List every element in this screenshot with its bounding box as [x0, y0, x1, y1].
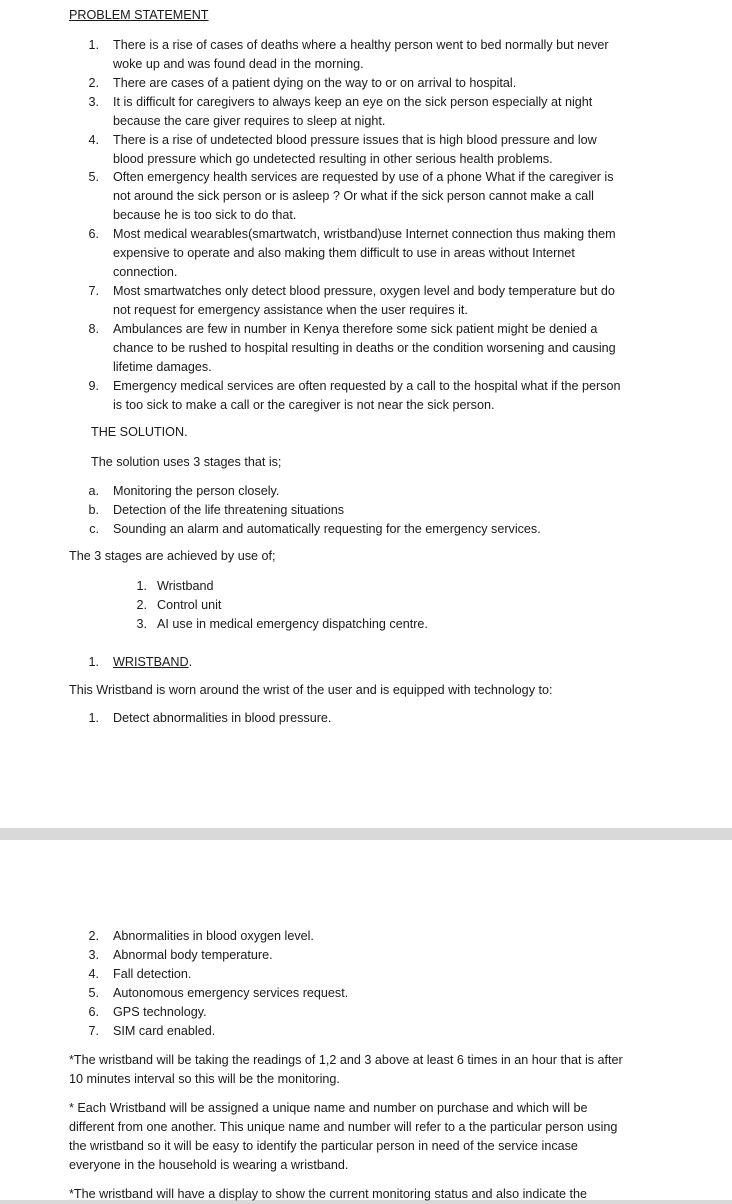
problem-line: Ambulances are few in number in Kenya therefore some sick patient might be denied a: [113, 322, 598, 336]
feature-number: 5.: [88, 986, 99, 1000]
problem-line: not around the sick person or is asleep ? Or what if the sick person cannot make a call: [113, 189, 594, 203]
feature-number: 1.: [88, 711, 99, 725]
problem-line: There is a rise of cases of deaths where a healthy person went to bed normally but never: [113, 38, 609, 52]
wristband-heading: [113, 653, 192, 672]
problem-line: chance to be rushed to hospital resulting in deaths or the condition worsening and causing: [113, 341, 616, 355]
feature-text: Abnormalities in blood oxygen level.: [113, 929, 314, 943]
problem-line: woke up and was found dead in the morning.: [113, 57, 364, 71]
component-number: 1.: [136, 579, 147, 593]
feature-text: SIM card enabled.: [113, 1024, 216, 1038]
document-page-2: [0, 840, 732, 1200]
feature-text: Fall detection.: [113, 967, 192, 981]
problem-line: There are cases of a patient dying on the way to or on arrival to hospital.: [113, 76, 517, 90]
problem-line: Most smartwatches only detect blood pressure, oxygen level and body temperature but do: [113, 284, 615, 298]
feature-number: 3.: [88, 948, 99, 962]
problem-line: Often emergency health services are requested by use of a phone What if the caregiver is: [113, 170, 614, 184]
wristband-heading-number: 1.: [88, 655, 99, 669]
component-text: Control unit: [157, 598, 222, 612]
problem-line: lifetime damages.: [113, 360, 212, 374]
problem-line: because he is too sick to do that.: [113, 208, 297, 222]
problem-number: 5.: [88, 170, 99, 184]
note-line: everyone in the household is wearing a wristband.: [69, 1158, 349, 1172]
note-line: *The wristband will have a display to show the current monitoring status and also indicate the: [69, 1187, 588, 1201]
problem-number: 1.: [88, 38, 99, 52]
solution-heading: THE SOLUTION.: [91, 425, 188, 439]
note-line: * Each Wristband will be assigned a unique name and number on purchase and which will be: [69, 1101, 588, 1115]
feature-text: Abnormal body temperature.: [113, 948, 273, 962]
component-text: AI use in medical emergency dispatching centre.: [157, 617, 428, 631]
problem-line: expensive to operate and also making them difficult to use in areas without Internet: [113, 246, 575, 260]
note-line: different from one another. This unique name and number will refer to a the particular person using: [69, 1120, 618, 1134]
problem-line: connection.: [113, 265, 178, 279]
problem-number: 8.: [88, 322, 99, 336]
feature-text: GPS technology.: [113, 1005, 207, 1019]
problem-line: There is a rise of undetected blood pressure issues that is high blood pressure and low: [113, 133, 597, 147]
note-line: the wristband so it will be easy to identify the particular person in need of the service incase: [69, 1139, 578, 1153]
solution-intro: The solution uses 3 stages that is;: [91, 455, 282, 469]
stage-letter: a.: [88, 484, 99, 498]
wristband-heading-text: WRISTBAND: [113, 655, 189, 669]
problem-line: because the care giver requires to sleep at night.: [113, 114, 386, 128]
note-line: *The wristband will be taking the readings of 1,2 and 3 above at least 6 times in an hour that is after: [69, 1053, 623, 1067]
problem-number: 4.: [88, 133, 99, 147]
problem-line: is too sick to make a call or the caregiver is not near the sick person.: [113, 398, 495, 412]
problem-line: Emergency medical services are often requested by a call to the hospital what if the person: [113, 379, 621, 393]
problem-line: not request for emergency assistance when the user requires it.: [113, 303, 468, 317]
problem-statement-heading: PROBLEM STATEMENT: [69, 8, 209, 22]
problem-number: 3.: [88, 95, 99, 109]
component-number: 2.: [136, 598, 147, 612]
problem-number: 7.: [88, 284, 99, 298]
feature-number: 6.: [88, 1005, 99, 1019]
note-line: 10 minutes interval so this will be the monitoring.: [69, 1072, 340, 1086]
stage-text: Monitoring the person closely.: [113, 484, 280, 498]
stage-letter: c.: [89, 522, 99, 536]
problem-number: 6.: [88, 227, 99, 241]
problem-line: Most medical wearables(smartwatch, wristband)use Internet connection thus making them: [113, 227, 616, 241]
wristband-intro: This Wristband is worn around the wrist of the user and is equipped with technology to:: [69, 683, 553, 697]
stage-letter: b.: [88, 503, 99, 517]
feature-text: Autonomous emergency services request.: [113, 986, 349, 1000]
problem-line: blood pressure which go undetected resulting in other serious health problems.: [113, 152, 553, 166]
wristband-heading-period: .: [188, 655, 193, 669]
problem-number: 2.: [88, 76, 99, 90]
component-number: 3.: [136, 617, 147, 631]
feature-number: 4.: [88, 967, 99, 981]
stage-text: Sounding an alarm and automatically requesting for the emergency services.: [113, 522, 541, 536]
component-text: Wristband: [157, 579, 214, 593]
problem-line: It is difficult for caregivers to always keep an eye on the sick person especially at night: [113, 95, 593, 109]
achieved-intro: The 3 stages are achieved by use of;: [69, 549, 276, 563]
feature-text: Detect abnormalities in blood pressure.: [113, 711, 332, 725]
problem-number: 9.: [88, 379, 99, 393]
stage-text: Detection of the life threatening situations: [113, 503, 345, 517]
feature-number: 2.: [88, 929, 99, 943]
feature-number: 7.: [88, 1024, 99, 1038]
